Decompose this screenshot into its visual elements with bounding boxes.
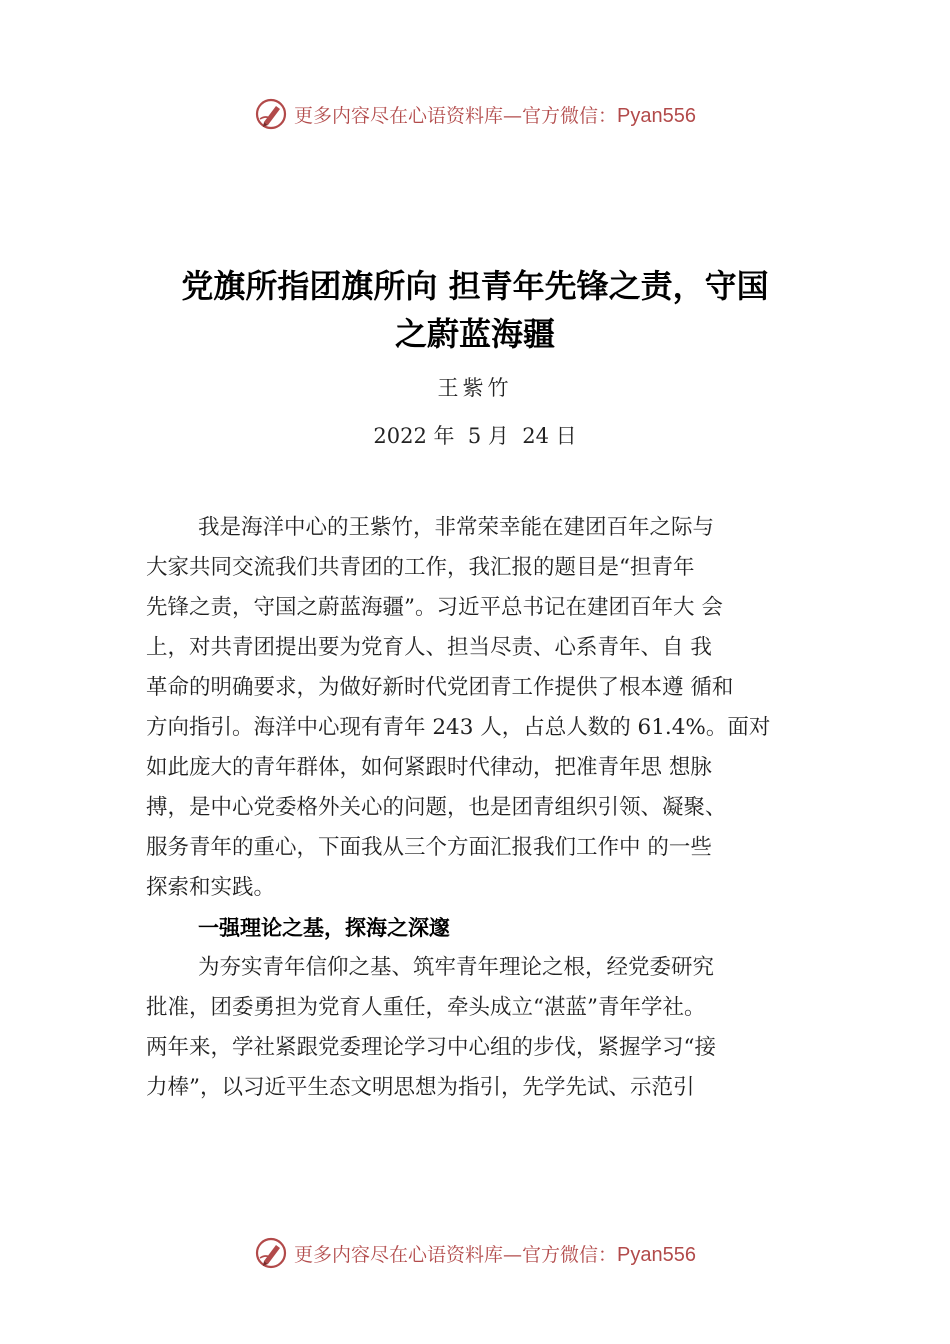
wechat-id: Pyan556 — [617, 1243, 696, 1266]
banner-text: 更多内容尽在心语资料库—官方微信：Pyan556 — [294, 1243, 696, 1266]
body-line: 搏，是中心党委格外关心的问题，也是团青组织引领、凝聚、 — [146, 795, 727, 820]
body-line: 如此庞大的青年群体，如何紧跟时代律动，把准青年思 想脉 — [146, 755, 712, 780]
section-line: 两年来，学社紧跟党委理论学习中心组的步伐，紧握学习“接 — [146, 1035, 716, 1060]
title-line-2: 之蔚蓝海疆 — [394, 315, 555, 353]
section-heading: 一强理论之基，探海之深邃 — [198, 916, 450, 940]
banner-text: 更多内容尽在心语资料库—官方微信：Pyan556 — [294, 104, 696, 127]
header-banner — [0, 94, 950, 134]
body-line: 探索和实践。 — [146, 875, 276, 900]
pen-logo-icon — [254, 97, 288, 131]
body-line: 革命的明确要求，为做好新时代党团青工作提供了根本遵 循和 — [146, 675, 734, 700]
section-line: 力棒”，以习近平生态文明思想为指引，先学先试、示范引 — [146, 1075, 695, 1100]
author-name: 王紫竹 — [437, 376, 513, 400]
body-line: 上，对共青团提出要为党育人、担当尽责、心系青年、自 我 — [146, 635, 712, 660]
footer-banner — [0, 1233, 950, 1273]
body-line: 大家共同交流我们共青团的工作，我汇报的题目是“担青年 — [146, 555, 695, 580]
title-line-1: 党旗所指团旗所向 担青年先锋之责，守国 — [181, 267, 769, 305]
document-date: 2022 年 5 月 24 日 — [373, 424, 577, 448]
wechat-id: Pyan556 — [617, 104, 696, 127]
section-line: 批准，团委勇担为党育人重任，牵头成立“湛蓝”青年学社。 — [146, 995, 706, 1020]
body-line: 服务青年的重心，下面我从三个方面汇报我们工作中 的一些 — [146, 835, 712, 860]
document-title — [120, 262, 830, 358]
body-line: 方向指引。海洋中心现有青年 243 人，占总人数的 61.4%。面对 — [146, 715, 771, 740]
document-body — [146, 508, 846, 1108]
body-line: 我是海洋中心的王紫竹，非常荣幸能在建团百年之际与 — [198, 515, 715, 540]
body-line: 先锋之责，守国之蔚蓝海疆”。习近平总书记在建团百年大 会 — [146, 595, 723, 620]
pen-logo-icon — [254, 1236, 288, 1270]
section-line: 为夯实青年信仰之基、筑牢青年理论之根，经党委研究 — [198, 955, 715, 980]
